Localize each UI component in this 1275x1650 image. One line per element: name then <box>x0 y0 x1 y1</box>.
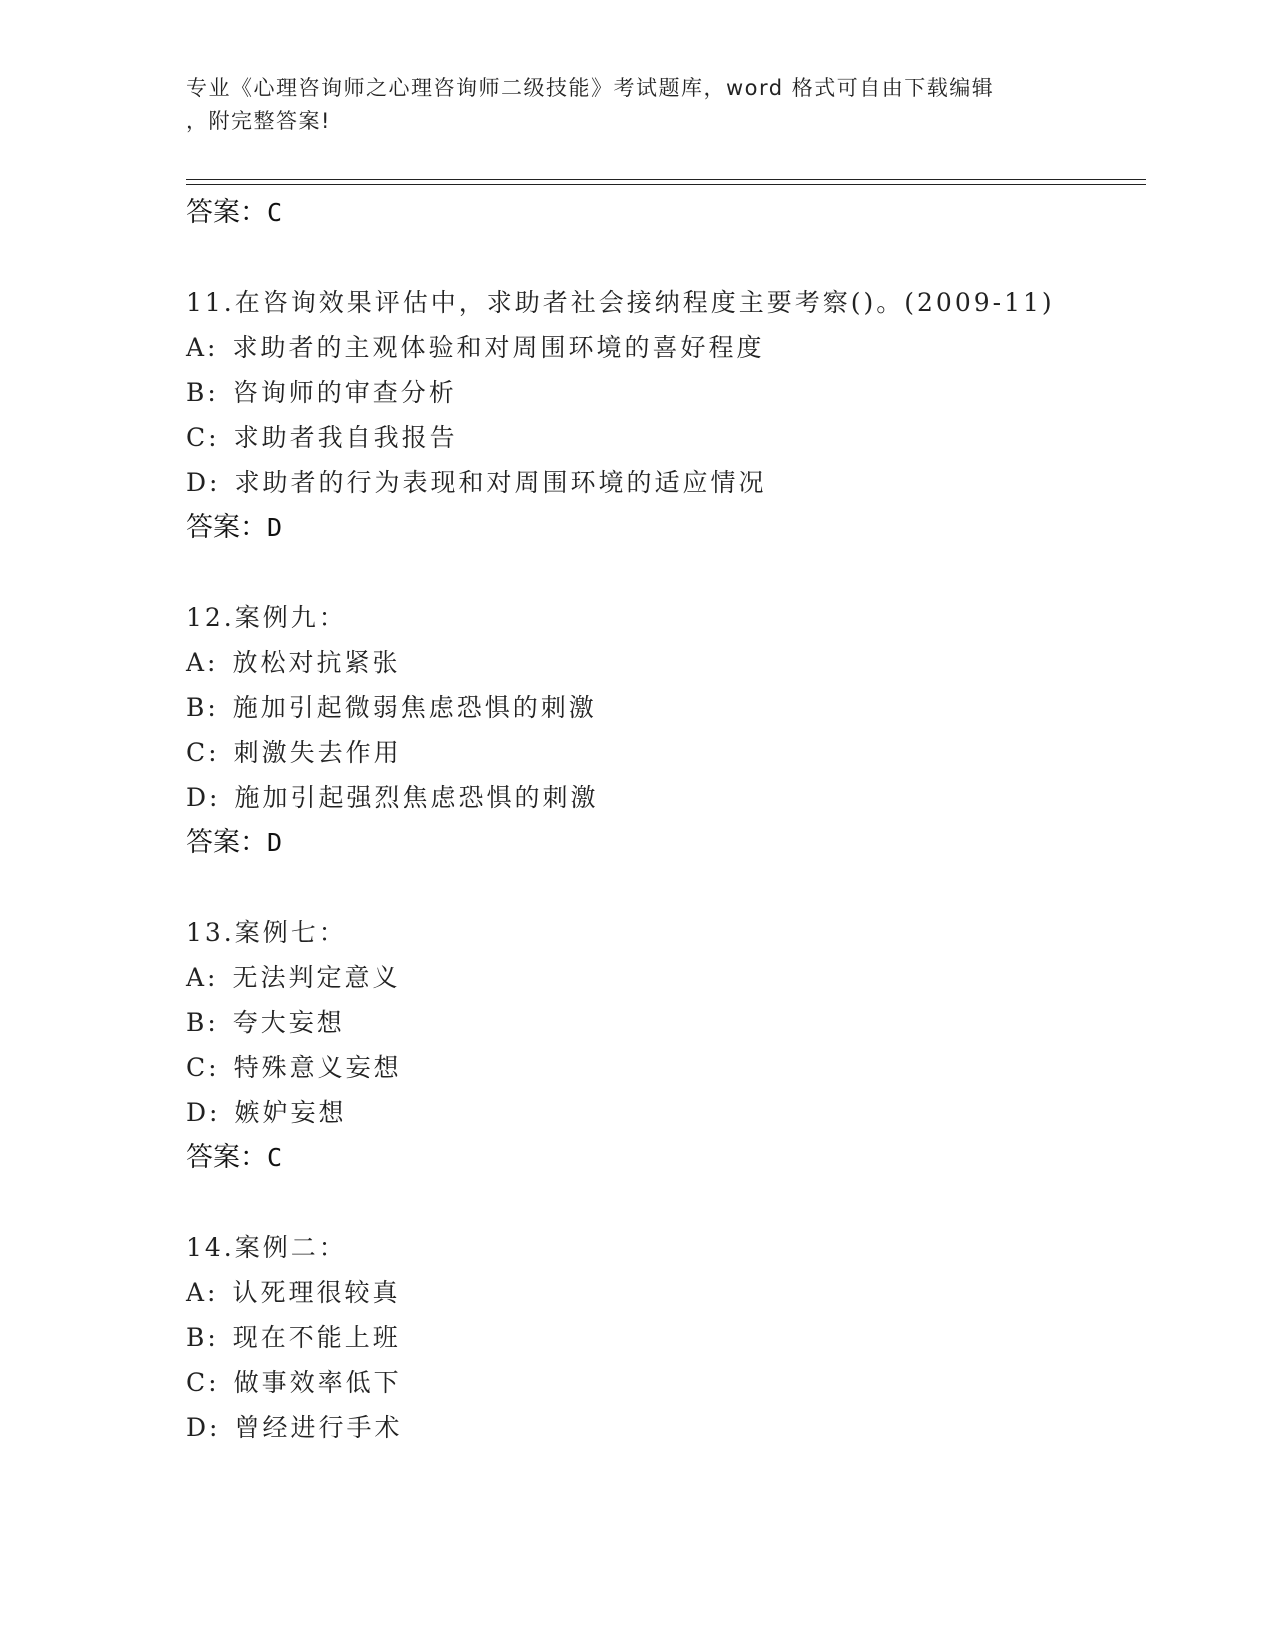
answer-label: 答案： <box>186 197 267 228</box>
question-14-option-d <box>186 1405 1146 1450</box>
option-key: B: <box>186 1008 219 1037</box>
answer-value: D <box>267 828 283 857</box>
answer-value: C <box>267 198 283 227</box>
option-key: B: <box>186 693 219 722</box>
option-text: 夸大妄想 <box>232 1008 345 1037</box>
question-13-option-c <box>186 1045 1146 1090</box>
option-text: 特殊意义妄想 <box>233 1053 402 1082</box>
answer-value: C <box>267 1143 283 1172</box>
option-text: 施加引起微弱焦虑恐惧的刺激 <box>232 693 597 722</box>
option-text: 嫉妒妄想 <box>234 1098 347 1127</box>
question-12-option-d <box>186 775 1146 820</box>
answer-11 <box>186 505 1146 550</box>
document-header <box>186 72 1066 138</box>
option-key: D: <box>186 783 221 812</box>
option-key: C: <box>186 738 220 767</box>
answer-label: 答案： <box>186 827 267 858</box>
question-11-option-a <box>186 325 1146 370</box>
option-key: C: <box>186 1368 220 1397</box>
option-text: 做事效率低下 <box>233 1368 402 1397</box>
option-text: 咨询师的审查分析 <box>232 378 457 407</box>
option-key: A: <box>186 333 219 362</box>
question-11-text: 11.在咨询效果评估中，求助者社会接纳程度主要考察()。(2009-11) <box>186 288 1055 317</box>
option-key: B: <box>186 378 219 407</box>
question-12-text: 12.案例九： <box>186 603 347 632</box>
question-13-option-d <box>186 1090 1146 1135</box>
question-11-option-c <box>186 415 1146 460</box>
answer-13 <box>186 1135 1146 1180</box>
option-text: 施加引起强烈焦虑恐惧的刺激 <box>234 783 599 812</box>
option-text: 无法判定意义 <box>232 963 401 992</box>
option-text: 现在不能上班 <box>232 1323 401 1352</box>
header-rule-top <box>186 179 1146 180</box>
option-text: 求助者的行为表现和对周围环境的适应情况 <box>234 468 767 497</box>
option-key: A: <box>186 1278 219 1307</box>
question-12-option-b <box>186 685 1146 730</box>
option-key: A: <box>186 648 219 677</box>
option-key: A: <box>186 963 219 992</box>
option-text: 曾经进行手术 <box>234 1413 403 1442</box>
question-list <box>186 190 1146 1450</box>
question-12-option-c <box>186 730 1146 775</box>
question-13-option-b <box>186 1000 1146 1045</box>
answer-label: 答案： <box>186 512 267 543</box>
option-key: C: <box>186 1053 220 1082</box>
option-key: D: <box>186 1098 221 1127</box>
option-text: 求助者我自我报告 <box>233 423 458 452</box>
option-text: 求助者的主观体验和对周围环境的喜好程度 <box>232 333 765 362</box>
question-14-option-b <box>186 1315 1146 1360</box>
question-11-option-d <box>186 460 1146 505</box>
question-13-option-a <box>186 955 1146 1000</box>
answer-value: D <box>267 513 283 542</box>
option-key: B: <box>186 1323 219 1352</box>
option-text: 放松对抗紧张 <box>232 648 401 677</box>
header-rule-bottom <box>186 184 1146 185</box>
question-12-option-a <box>186 640 1146 685</box>
answer-label: 答案： <box>186 1142 267 1173</box>
option-text: 刺激失去作用 <box>233 738 402 767</box>
question-13-text: 13.案例七： <box>186 918 347 947</box>
question-11-option-b <box>186 370 1146 415</box>
option-text: 认死理很较真 <box>232 1278 401 1307</box>
header-line-1: 专业《心理咨询师之心理咨询师二级技能》考试题库，word 格式可自由下载编辑 <box>186 76 995 100</box>
question-14-option-c <box>186 1360 1146 1405</box>
question-14-option-a <box>186 1270 1146 1315</box>
header-line-2: ，附完整答案! <box>186 109 331 133</box>
option-key: D: <box>186 468 221 497</box>
answer-10 <box>186 190 1146 235</box>
option-key: D: <box>186 1413 221 1442</box>
option-key: C: <box>186 423 220 452</box>
question-14-text: 14.案例二： <box>186 1233 347 1262</box>
answer-12 <box>186 820 1146 865</box>
